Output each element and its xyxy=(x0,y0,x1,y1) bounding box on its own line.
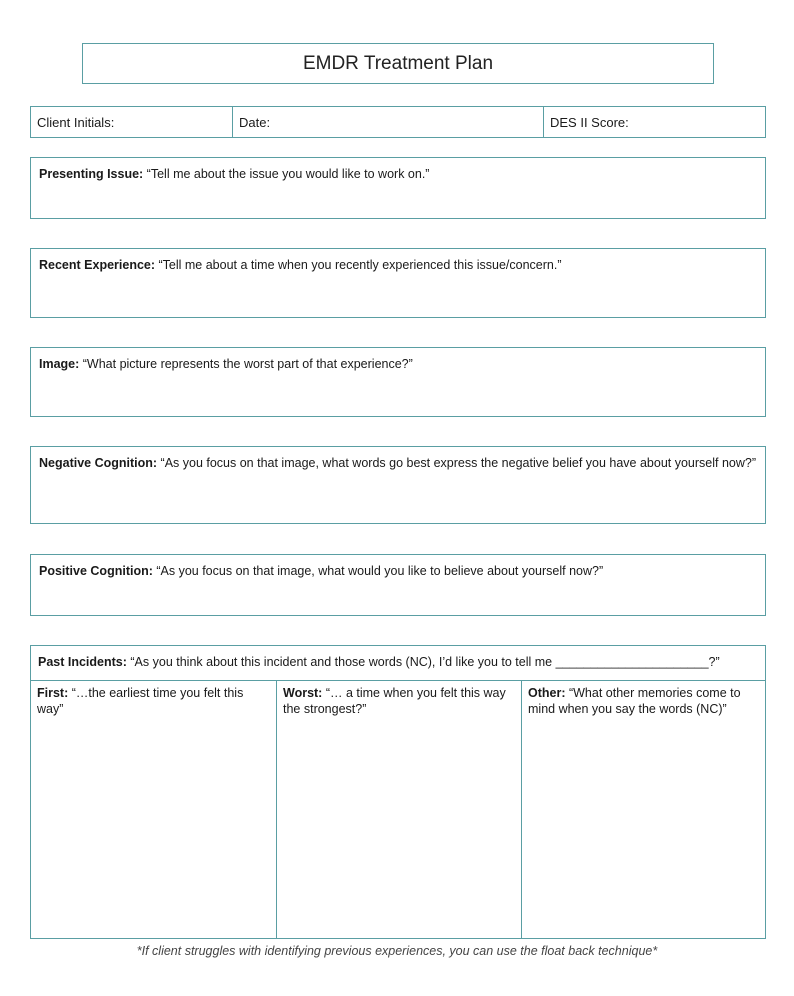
negative-cognition-section[interactable] xyxy=(30,446,766,524)
image-prompt: “What picture represents the worst part of that experience?” xyxy=(79,357,413,371)
worst-incident-field[interactable] xyxy=(276,681,521,939)
negative-cognition-prompt: “As you focus on that image, what words go best express the negative belief you have about yourself now?” xyxy=(157,456,757,470)
positive-cognition-section[interactable] xyxy=(30,554,766,616)
client-initials-field[interactable] xyxy=(31,107,232,137)
positive-cognition-label: Positive Cognition: xyxy=(39,564,153,578)
recent-experience-prompt: “Tell me about a time when you recently experienced this issue/concern.” xyxy=(155,258,562,272)
other-label: Other: xyxy=(528,686,566,700)
des-score-field[interactable] xyxy=(543,107,765,137)
title-box xyxy=(82,43,714,84)
image-section[interactable] xyxy=(30,347,766,417)
worst-label: Worst: xyxy=(283,686,323,700)
client-info-row xyxy=(30,106,766,138)
date-label: Date: xyxy=(239,114,271,130)
client-initials-label: Client Initials: xyxy=(37,114,115,130)
image-label: Image: xyxy=(39,357,80,371)
negative-cognition-label: Negative Cognition: xyxy=(39,456,158,470)
page-title: EMDR Treatment Plan xyxy=(302,52,494,74)
worst-prompt: “… a time when you felt this way the strongest?” xyxy=(283,686,506,716)
other-incident-field[interactable] xyxy=(521,681,765,939)
first-prompt: “…the earliest time you felt this way” xyxy=(37,686,244,716)
presenting-issue-label: Presenting Issue: xyxy=(39,167,144,181)
first-label: First: xyxy=(37,686,69,700)
other-prompt: “What other memories come to mind when you say the words (NC)” xyxy=(528,686,741,716)
footnote: *If client struggles with identifying previous experiences, you can use the float back technique* xyxy=(136,944,658,958)
date-field[interactable] xyxy=(232,107,543,137)
past-incidents-label: Past Incidents: xyxy=(38,655,127,669)
presenting-issue-section[interactable] xyxy=(30,157,766,219)
des-score-label: DES II Score: xyxy=(550,114,629,130)
positive-cognition-prompt: “As you focus on that image, what would you like to believe about yourself now?” xyxy=(152,564,604,578)
presenting-issue-prompt: “Tell me about the issue you would like to work on.” xyxy=(143,167,430,181)
first-incident-field[interactable] xyxy=(31,681,276,939)
past-incidents-header xyxy=(31,646,765,681)
recent-experience-section[interactable] xyxy=(30,248,766,318)
past-incidents-section xyxy=(30,645,766,939)
recent-experience-label: Recent Experience: xyxy=(39,258,156,272)
past-incidents-prompt: “As you think about this incident and those words (NC), I’d like you to tell me ______________________?” xyxy=(126,655,720,669)
